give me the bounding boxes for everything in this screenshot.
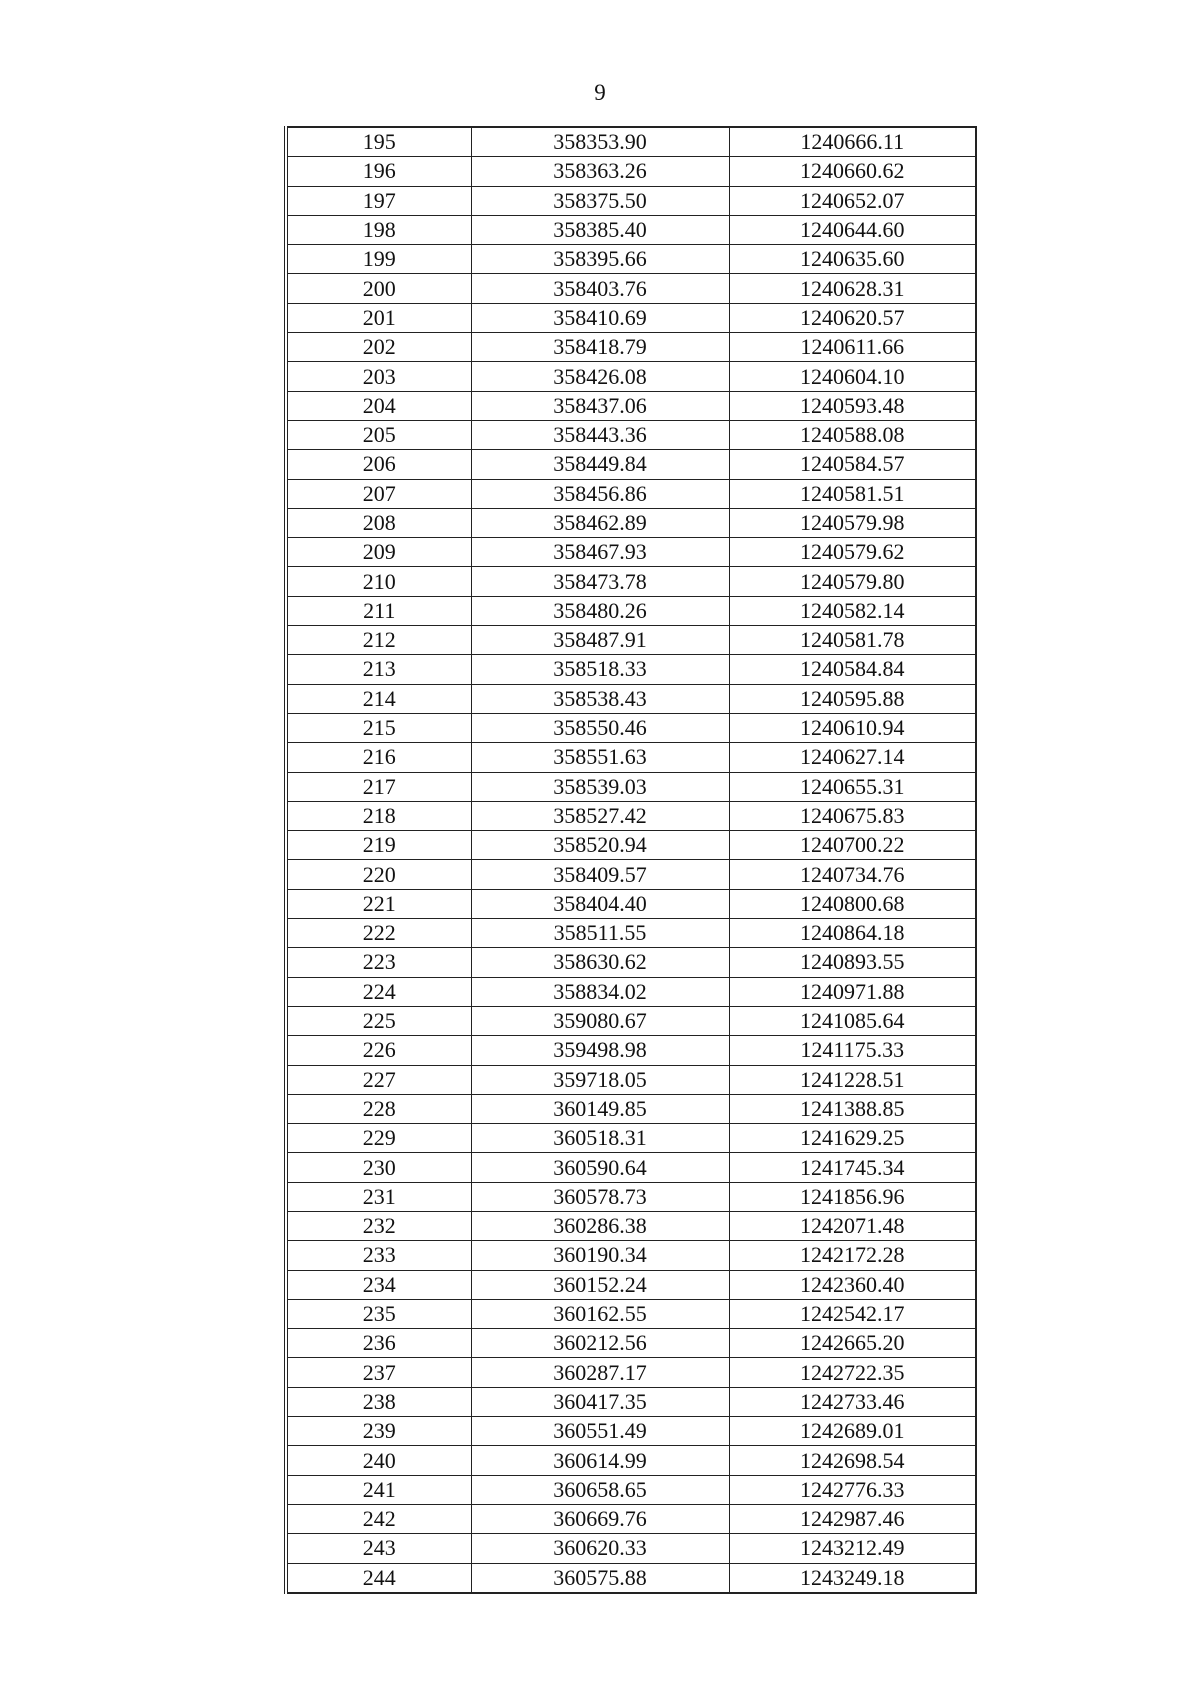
y-coordinate-cell: 1241228.51 [729, 1065, 976, 1094]
point-number-cell: 201 [286, 303, 471, 332]
x-coordinate-cell: 360620.33 [471, 1534, 729, 1563]
table-row [286, 977, 976, 1006]
point-number-cell: 199 [286, 245, 471, 274]
table-row [286, 567, 976, 596]
y-coordinate-cell: 1240593.48 [729, 391, 976, 420]
y-coordinate-cell: 1241175.33 [729, 1036, 976, 1065]
table-row [286, 186, 976, 215]
y-coordinate-cell: 1240644.60 [729, 215, 976, 244]
point-number-cell: 200 [286, 274, 471, 303]
table-row [286, 420, 976, 449]
x-coordinate-cell: 360190.34 [471, 1241, 729, 1270]
y-coordinate-cell: 1241745.34 [729, 1153, 976, 1182]
y-coordinate-cell: 1241629.25 [729, 1124, 976, 1153]
table-row [286, 1124, 976, 1153]
x-coordinate-cell: 360518.31 [471, 1124, 729, 1153]
table-row [286, 450, 976, 479]
y-coordinate-cell: 1240652.07 [729, 186, 976, 215]
y-coordinate-cell: 1242360.40 [729, 1270, 976, 1299]
x-coordinate-cell: 359498.98 [471, 1036, 729, 1065]
point-number-cell: 212 [286, 626, 471, 655]
y-coordinate-cell: 1240734.76 [729, 860, 976, 889]
table-row [286, 1094, 976, 1123]
y-coordinate-cell: 1240655.31 [729, 772, 976, 801]
table-row [286, 801, 976, 830]
table-row [286, 626, 976, 655]
table-row [286, 831, 976, 860]
y-coordinate-cell: 1242071.48 [729, 1211, 976, 1240]
table-row [286, 1475, 976, 1504]
x-coordinate-cell: 358511.55 [471, 919, 729, 948]
point-number-cell: 208 [286, 508, 471, 537]
table-row [286, 127, 976, 157]
point-number-cell: 232 [286, 1211, 471, 1240]
point-number-cell: 214 [286, 684, 471, 713]
x-coordinate-cell: 358473.78 [471, 567, 729, 596]
x-coordinate-cell: 360287.17 [471, 1358, 729, 1387]
x-coordinate-cell: 358550.46 [471, 713, 729, 742]
y-coordinate-cell: 1240971.88 [729, 977, 976, 1006]
y-coordinate-cell: 1240579.62 [729, 538, 976, 567]
x-coordinate-cell: 358418.79 [471, 333, 729, 362]
table-row [286, 596, 976, 625]
table-row [286, 1534, 976, 1563]
y-coordinate-cell: 1240666.11 [729, 127, 976, 157]
table-row [286, 713, 976, 742]
x-coordinate-cell: 358403.76 [471, 274, 729, 303]
x-coordinate-cell: 360152.24 [471, 1270, 729, 1299]
table-row [286, 1504, 976, 1533]
y-coordinate-cell: 1240579.98 [729, 508, 976, 537]
x-coordinate-cell: 360417.35 [471, 1387, 729, 1416]
point-number-cell: 229 [286, 1124, 471, 1153]
x-coordinate-cell: 358404.40 [471, 889, 729, 918]
point-number-cell: 223 [286, 948, 471, 977]
point-number-cell: 242 [286, 1504, 471, 1533]
y-coordinate-cell: 1243249.18 [729, 1563, 976, 1593]
y-coordinate-cell: 1240660.62 [729, 157, 976, 186]
y-coordinate-cell: 1240800.68 [729, 889, 976, 918]
point-number-cell: 216 [286, 743, 471, 772]
coordinates-table-body [286, 127, 976, 1593]
y-coordinate-cell: 1240611.66 [729, 333, 976, 362]
y-coordinate-cell: 1243212.49 [729, 1534, 976, 1563]
table-row [286, 157, 976, 186]
table-row [286, 772, 976, 801]
table-row [286, 1387, 976, 1416]
x-coordinate-cell: 358449.84 [471, 450, 729, 479]
y-coordinate-cell: 1240864.18 [729, 919, 976, 948]
point-number-cell: 196 [286, 157, 471, 186]
point-number-cell: 241 [286, 1475, 471, 1504]
x-coordinate-cell: 358487.91 [471, 626, 729, 655]
point-number-cell: 215 [286, 713, 471, 742]
x-coordinate-cell: 360669.76 [471, 1504, 729, 1533]
table-row [286, 1299, 976, 1328]
point-number-cell: 236 [286, 1329, 471, 1358]
table-row [286, 1241, 976, 1270]
point-number-cell: 217 [286, 772, 471, 801]
point-number-cell: 228 [286, 1094, 471, 1123]
table-row [286, 333, 976, 362]
x-coordinate-cell: 358630.62 [471, 948, 729, 977]
table-row [286, 684, 976, 713]
point-number-cell: 197 [286, 186, 471, 215]
table-row [286, 1270, 976, 1299]
x-coordinate-cell: 358834.02 [471, 977, 729, 1006]
x-coordinate-cell: 358480.26 [471, 596, 729, 625]
x-coordinate-cell: 360578.73 [471, 1182, 729, 1211]
x-coordinate-cell: 360614.99 [471, 1446, 729, 1475]
y-coordinate-cell: 1240635.60 [729, 245, 976, 274]
table-row [286, 1417, 976, 1446]
point-number-cell: 244 [286, 1563, 471, 1593]
table-row [286, 303, 976, 332]
table-row [286, 1036, 976, 1065]
table-row [286, 743, 976, 772]
table-row [286, 1182, 976, 1211]
y-coordinate-cell: 1241388.85 [729, 1094, 976, 1123]
point-number-cell: 219 [286, 831, 471, 860]
point-number-cell: 203 [286, 362, 471, 391]
y-coordinate-cell: 1240595.88 [729, 684, 976, 713]
point-number-cell: 227 [286, 1065, 471, 1094]
x-coordinate-cell: 360149.85 [471, 1094, 729, 1123]
table-row [286, 391, 976, 420]
point-number-cell: 226 [286, 1036, 471, 1065]
point-number-cell: 225 [286, 1006, 471, 1035]
x-coordinate-cell: 360575.88 [471, 1563, 729, 1593]
y-coordinate-cell: 1242733.46 [729, 1387, 976, 1416]
y-coordinate-cell: 1240582.14 [729, 596, 976, 625]
table-row [286, 1153, 976, 1182]
x-coordinate-cell: 358375.50 [471, 186, 729, 215]
table-row [286, 1446, 976, 1475]
x-coordinate-cell: 358467.93 [471, 538, 729, 567]
point-number-cell: 235 [286, 1299, 471, 1328]
y-coordinate-cell: 1240581.51 [729, 479, 976, 508]
table-row [286, 508, 976, 537]
x-coordinate-cell: 358363.26 [471, 157, 729, 186]
table-row [286, 919, 976, 948]
x-coordinate-cell: 360590.64 [471, 1153, 729, 1182]
x-coordinate-cell: 359718.05 [471, 1065, 729, 1094]
x-coordinate-cell: 360658.65 [471, 1475, 729, 1504]
point-number-cell: 218 [286, 801, 471, 830]
y-coordinate-cell: 1240604.10 [729, 362, 976, 391]
y-coordinate-cell: 1240700.22 [729, 831, 976, 860]
point-number-cell: 221 [286, 889, 471, 918]
x-coordinate-cell: 358551.63 [471, 743, 729, 772]
y-coordinate-cell: 1240627.14 [729, 743, 976, 772]
y-coordinate-cell: 1242689.01 [729, 1417, 976, 1446]
y-coordinate-cell: 1240581.78 [729, 626, 976, 655]
y-coordinate-cell: 1241856.96 [729, 1182, 976, 1211]
table-row [286, 655, 976, 684]
y-coordinate-cell: 1240893.55 [729, 948, 976, 977]
x-coordinate-cell: 358353.90 [471, 127, 729, 157]
point-number-cell: 211 [286, 596, 471, 625]
x-coordinate-cell: 358539.03 [471, 772, 729, 801]
y-coordinate-cell: 1242542.17 [729, 1299, 976, 1328]
y-coordinate-cell: 1240628.31 [729, 274, 976, 303]
y-coordinate-cell: 1242776.33 [729, 1475, 976, 1504]
point-number-cell: 230 [286, 1153, 471, 1182]
table-row [286, 245, 976, 274]
x-coordinate-cell: 358443.36 [471, 420, 729, 449]
point-number-cell: 202 [286, 333, 471, 362]
x-coordinate-cell: 358437.06 [471, 391, 729, 420]
y-coordinate-cell: 1240588.08 [729, 420, 976, 449]
y-coordinate-cell: 1242665.20 [729, 1329, 976, 1358]
y-coordinate-cell: 1240675.83 [729, 801, 976, 830]
x-coordinate-cell: 358518.33 [471, 655, 729, 684]
x-coordinate-cell: 358409.57 [471, 860, 729, 889]
page-number: 9 [594, 80, 606, 105]
y-coordinate-cell: 1242987.46 [729, 1504, 976, 1533]
point-number-cell: 195 [286, 127, 471, 157]
coordinates-table [284, 126, 977, 1594]
y-coordinate-cell: 1240584.57 [729, 450, 976, 479]
y-coordinate-cell: 1242722.35 [729, 1358, 976, 1387]
point-number-cell: 240 [286, 1446, 471, 1475]
x-coordinate-cell: 360551.49 [471, 1417, 729, 1446]
point-number-cell: 213 [286, 655, 471, 684]
point-number-cell: 234 [286, 1270, 471, 1299]
y-coordinate-cell: 1240579.80 [729, 567, 976, 596]
x-coordinate-cell: 360212.56 [471, 1329, 729, 1358]
x-coordinate-cell: 358395.66 [471, 245, 729, 274]
x-coordinate-cell: 358538.43 [471, 684, 729, 713]
x-coordinate-cell: 358426.08 [471, 362, 729, 391]
x-coordinate-cell: 358462.89 [471, 508, 729, 537]
y-coordinate-cell: 1240620.57 [729, 303, 976, 332]
y-coordinate-cell: 1240610.94 [729, 713, 976, 742]
table-row [286, 1563, 976, 1593]
point-number-cell: 222 [286, 919, 471, 948]
table-row [286, 860, 976, 889]
x-coordinate-cell: 358456.86 [471, 479, 729, 508]
table-row [286, 538, 976, 567]
x-coordinate-cell: 358410.69 [471, 303, 729, 332]
table-row [286, 479, 976, 508]
point-number-cell: 205 [286, 420, 471, 449]
table-row [286, 215, 976, 244]
table-row [286, 1006, 976, 1035]
y-coordinate-cell: 1242698.54 [729, 1446, 976, 1475]
x-coordinate-cell: 358385.40 [471, 215, 729, 244]
y-coordinate-cell: 1240584.84 [729, 655, 976, 684]
table-row [286, 274, 976, 303]
point-number-cell: 204 [286, 391, 471, 420]
table-row [286, 362, 976, 391]
y-coordinate-cell: 1241085.64 [729, 1006, 976, 1035]
point-number-cell: 207 [286, 479, 471, 508]
point-number-cell: 220 [286, 860, 471, 889]
point-number-cell: 238 [286, 1387, 471, 1416]
point-number-cell: 209 [286, 538, 471, 567]
x-coordinate-cell: 360286.38 [471, 1211, 729, 1240]
x-coordinate-cell: 358527.42 [471, 801, 729, 830]
point-number-cell: 198 [286, 215, 471, 244]
point-number-cell: 231 [286, 1182, 471, 1211]
point-number-cell: 233 [286, 1241, 471, 1270]
point-number-cell: 243 [286, 1534, 471, 1563]
point-number-cell: 239 [286, 1417, 471, 1446]
point-number-cell: 224 [286, 977, 471, 1006]
table-row [286, 1065, 976, 1094]
table-row [286, 948, 976, 977]
table-row [286, 1358, 976, 1387]
table-row [286, 1329, 976, 1358]
y-coordinate-cell: 1242172.28 [729, 1241, 976, 1270]
point-number-cell: 237 [286, 1358, 471, 1387]
table-row [286, 889, 976, 918]
x-coordinate-cell: 358520.94 [471, 831, 729, 860]
point-number-cell: 210 [286, 567, 471, 596]
x-coordinate-cell: 359080.67 [471, 1006, 729, 1035]
point-number-cell: 206 [286, 450, 471, 479]
table-row [286, 1211, 976, 1240]
x-coordinate-cell: 360162.55 [471, 1299, 729, 1328]
